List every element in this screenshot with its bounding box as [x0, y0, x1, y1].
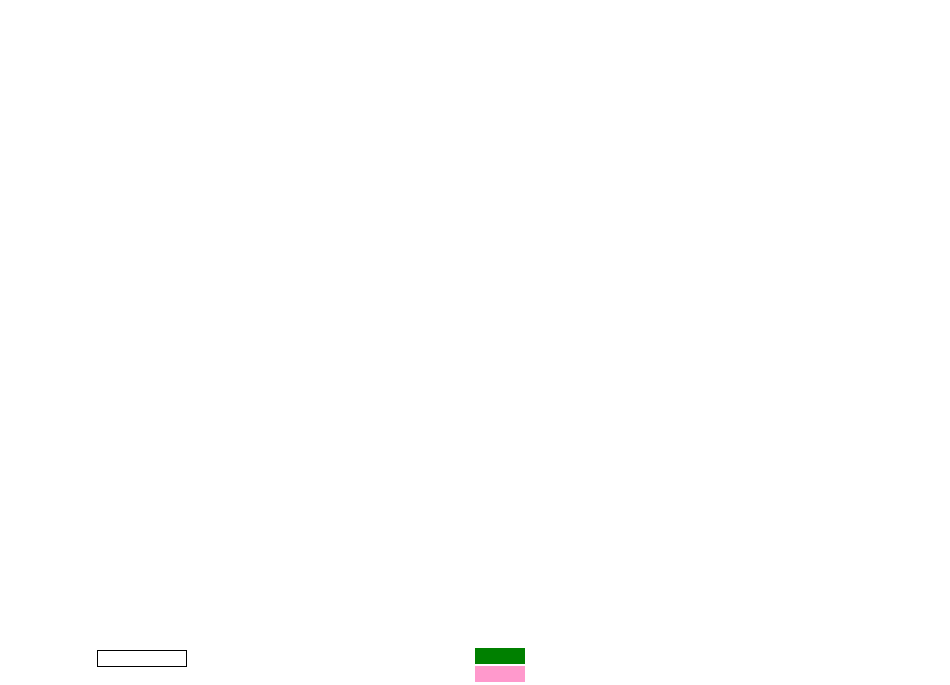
header-training-room — [865, 90, 950, 118]
legend-green-swatch — [475, 648, 525, 664]
legend-box — [97, 650, 187, 667]
header-dow — [63, 90, 97, 118]
legend-pink-swatch — [475, 666, 525, 682]
header-room — [97, 90, 137, 118]
header-month — [32, 90, 63, 118]
